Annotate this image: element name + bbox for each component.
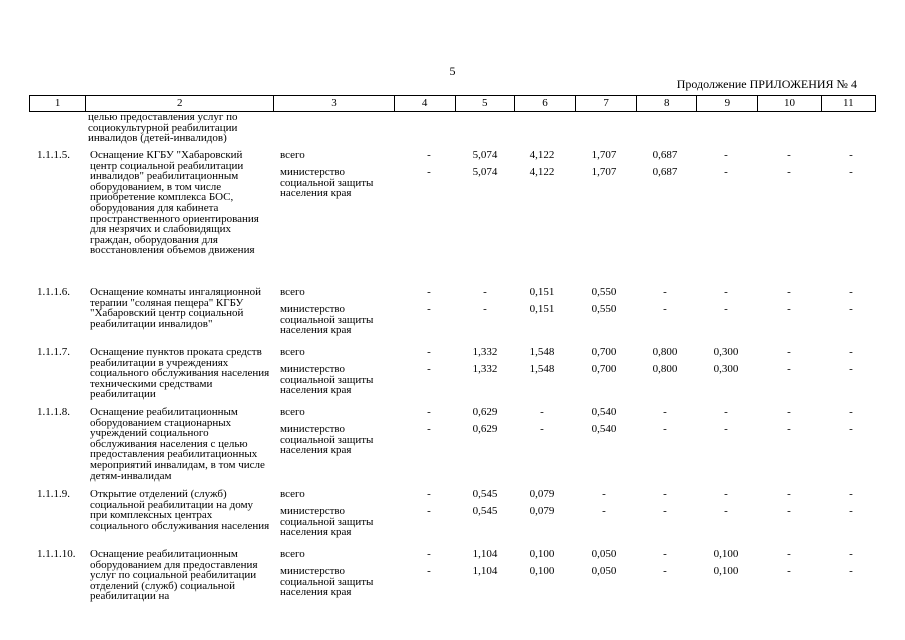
value-cell-col10: - <box>787 346 791 358</box>
value-cell-col5: 5,074 <box>472 149 498 161</box>
value-cell-col8: - <box>663 488 667 500</box>
value-cell-col4: - <box>427 565 431 577</box>
value-cell-col6: 1,548 <box>529 346 555 358</box>
value-cell-col9: 0,300 <box>713 346 739 358</box>
value-cell-col5: 1,332 <box>472 363 498 375</box>
value-cell-col7: 0,540 <box>591 406 617 418</box>
value-cell-col11: - <box>849 406 853 418</box>
value-cell-col5: - <box>483 303 487 315</box>
value-cell-col10: - <box>787 423 791 435</box>
value-cell-col4: - <box>427 286 431 298</box>
value-cell-col8: - <box>663 505 667 517</box>
value-cell-col4: - <box>427 166 431 178</box>
value-cell-col5: 0,545 <box>472 488 498 500</box>
value-cell-col5: - <box>483 286 487 298</box>
value-cell-col9: - <box>724 149 728 161</box>
value-cell-col8: - <box>663 303 667 315</box>
value-cell-col5: 0,629 <box>472 423 498 435</box>
header-col-7: 7 <box>576 96 637 112</box>
row-code: 1.1.1.7. <box>37 346 70 358</box>
source-total: всего <box>280 548 305 560</box>
row-code: 1.1.1.9. <box>37 488 70 500</box>
value-cell-col10: - <box>787 548 791 560</box>
value-cell-col11: - <box>849 565 853 577</box>
value-cell-col4: - <box>427 363 431 375</box>
value-cell-col10: - <box>787 565 791 577</box>
value-cell-col4: - <box>427 505 431 517</box>
value-cell-col10: - <box>787 149 791 161</box>
value-cell-col8: 0,687 <box>652 149 678 161</box>
value-cell-col6: 0,100 <box>529 548 555 560</box>
value-cell-col10: - <box>787 488 791 500</box>
value-cell-col4: - <box>427 548 431 560</box>
value-cell-col6: 4,122 <box>529 166 555 178</box>
value-cell-col8: - <box>663 406 667 418</box>
continuation-text: целью предоставления услуг по социокультурной реабилитации инвалидов (детей-инвалидов) <box>88 111 238 145</box>
value-cell-col6: 1,548 <box>529 363 555 375</box>
value-cell-col4: - <box>427 406 431 418</box>
page-number: 5 <box>449 64 456 78</box>
value-cell-col8: - <box>663 423 667 435</box>
value-cell-col9: 0,300 <box>713 363 739 375</box>
value-cell-col7: 1,707 <box>591 149 617 161</box>
source-ministry: министерство социальной защиты населения края <box>280 505 374 539</box>
header-col-8: 8 <box>637 96 697 112</box>
value-cell-col8: 0,800 <box>652 346 678 358</box>
value-cell-col8: - <box>663 565 667 577</box>
header-col-2: 2 <box>86 96 274 112</box>
value-cell-col5: 1,332 <box>472 346 498 358</box>
header-col-1: 1 <box>30 96 86 112</box>
value-cell-col6: 4,122 <box>529 149 555 161</box>
value-cell-col4: - <box>427 423 431 435</box>
row-code: 1.1.1.5. <box>37 149 70 161</box>
appendix-title: Продолжение ПРИЛОЖЕНИЯ № 4 <box>676 77 857 91</box>
row-code: 1.1.1.8. <box>37 406 70 418</box>
value-cell-col4: - <box>427 488 431 500</box>
value-cell-col7: 0,700 <box>591 363 617 375</box>
value-cell-col6: - <box>540 423 544 435</box>
value-cell-col9: - <box>724 488 728 500</box>
value-cell-col7: 0,050 <box>591 548 617 560</box>
value-cell-col5: 1,104 <box>472 565 498 577</box>
source-ministry: министерство социальной защиты населения края <box>280 565 374 599</box>
value-cell-col11: - <box>849 548 853 560</box>
value-cell-col6: 0,151 <box>529 286 555 298</box>
source-ministry: министерство социальной защиты населения края <box>280 166 374 200</box>
row-name: Оснащение реабилитационным оборудованием стационарных учреждений социального обслуживания населения с целью предоставления реабилитационных мероприятий инвалидам, в том числе детям-инвалидам <box>90 406 265 482</box>
row-code: 1.1.1.6. <box>37 286 70 298</box>
value-cell-col9: - <box>724 505 728 517</box>
value-cell-col5: 0,629 <box>472 406 498 418</box>
source-total: всего <box>280 286 305 298</box>
source-total: всего <box>280 406 305 418</box>
row-name: Оснащение реабилитационным оборудованием для предоставления услуг по социальной реабилитации отделений (служб) социальной реабилитации на <box>90 548 258 603</box>
value-cell-col4: - <box>427 346 431 358</box>
value-cell-col5: 1,104 <box>472 548 498 560</box>
value-cell-col11: - <box>849 505 853 517</box>
value-cell-col11: - <box>849 488 853 500</box>
row-name: Оснащение КГБУ "Хабаровский центр социальной реабилитации инвалидов" реабилитационным оборудованием, в том числе приобретение комплекса БОС, оборудования для кабинета пространственного ориентирования для незрячих и слабовидящих граждан, оборудования для восстановления объемов движения <box>90 149 259 257</box>
row-name: Оснащение комнаты ингаляционной терапии "соляная пещера" КГБУ "Хабаровский центр социальной реабилитации инвалидов" <box>90 286 262 330</box>
value-cell-col8: 0,800 <box>652 363 678 375</box>
value-cell-col8: 0,687 <box>652 166 678 178</box>
value-cell-col9: 0,100 <box>713 548 739 560</box>
value-cell-col9: - <box>724 423 728 435</box>
value-cell-col7: 1,707 <box>591 166 617 178</box>
source-total: всего <box>280 488 305 500</box>
value-cell-col10: - <box>787 363 791 375</box>
header-col-6: 6 <box>514 96 575 112</box>
table-header <box>29 95 876 112</box>
value-cell-col10: - <box>787 505 791 517</box>
source-ministry: министерство социальной защиты населения края <box>280 363 374 397</box>
row-name: Открытие отделений (служб) социальной реабилитации на дому при комплексных центрах социального обслуживания населения <box>90 488 270 532</box>
source-total: всего <box>280 149 305 161</box>
value-cell-col11: - <box>849 166 853 178</box>
value-cell-col7: 0,700 <box>591 346 617 358</box>
value-cell-col7: 0,050 <box>591 565 617 577</box>
header-col-3: 3 <box>274 96 394 112</box>
value-cell-col9: - <box>724 286 728 298</box>
value-cell-col8: - <box>663 286 667 298</box>
value-cell-col10: - <box>787 286 791 298</box>
value-cell-col7: 0,550 <box>591 286 617 298</box>
value-cell-col10: - <box>787 166 791 178</box>
header-col-11: 11 <box>821 96 875 112</box>
value-cell-col7: 0,540 <box>591 423 617 435</box>
row-name: Оснащение пунктов проката средств реабилитации в учреждениях социального обслуживания населения техническими средствами реабилитации <box>90 346 270 401</box>
header-col-5: 5 <box>455 96 514 112</box>
value-cell-col9: - <box>724 166 728 178</box>
value-cell-col10: - <box>787 303 791 315</box>
header-col-4: 4 <box>394 96 455 112</box>
value-cell-col6: 0,100 <box>529 565 555 577</box>
value-cell-col9: 0,100 <box>713 565 739 577</box>
value-cell-col8: - <box>663 548 667 560</box>
value-cell-col7: - <box>602 488 606 500</box>
header-col-10: 10 <box>758 96 821 112</box>
value-cell-col6: 0,151 <box>529 303 555 315</box>
value-cell-col9: - <box>724 406 728 418</box>
value-cell-col11: - <box>849 423 853 435</box>
value-cell-col7: 0,550 <box>591 303 617 315</box>
value-cell-col4: - <box>427 149 431 161</box>
value-cell-col5: 0,545 <box>472 505 498 517</box>
value-cell-col10: - <box>787 406 791 418</box>
value-cell-col11: - <box>849 363 853 375</box>
row-code: 1.1.1.10. <box>37 548 76 560</box>
value-cell-col6: 0,079 <box>529 488 555 500</box>
value-cell-col6: 0,079 <box>529 505 555 517</box>
value-cell-col6: - <box>540 406 544 418</box>
value-cell-col11: - <box>849 303 853 315</box>
value-cell-col5: 5,074 <box>472 166 498 178</box>
source-ministry: министерство социальной защиты населения края <box>280 303 374 337</box>
source-ministry: министерство социальной защиты населения края <box>280 423 374 457</box>
header-col-9: 9 <box>697 96 758 112</box>
value-cell-col7: - <box>602 505 606 517</box>
value-cell-col11: - <box>849 346 853 358</box>
value-cell-col9: - <box>724 303 728 315</box>
value-cell-col4: - <box>427 303 431 315</box>
value-cell-col11: - <box>849 286 853 298</box>
value-cell-col11: - <box>849 149 853 161</box>
source-total: всего <box>280 346 305 358</box>
